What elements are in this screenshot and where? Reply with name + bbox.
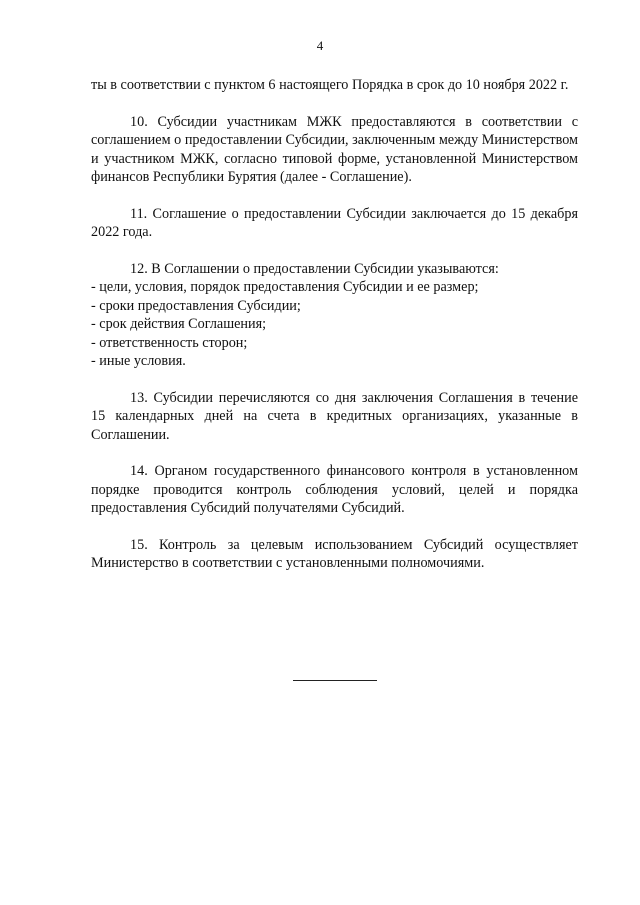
list-item: - иные условия. <box>91 353 186 370</box>
end-of-document-rule <box>293 680 377 681</box>
page-number: 4 <box>316 38 324 53</box>
list-item: - ответственность сторон; <box>91 334 248 351</box>
paragraph-12-list <box>91 278 578 370</box>
paragraph-15: 15. Контроль за целевым использованием Субсидий осуществляет Министерство в соответствии с установленными полномочиями. <box>91 537 578 572</box>
list-item: - срок действия Соглашения; <box>91 316 267 333</box>
paragraph-14: 14. Органом государственного финансового контроля в установленном порядке проводится контроль соблюдения условий, целей и порядка предоставления Субсидий получателями Субсидий. <box>91 463 578 517</box>
paragraph-13: 13. Субсидии перечисляются со дня заключения Соглашения в течение 15 календарных дней на счета в кредитных организациях, указанные в Соглашении. <box>91 389 578 443</box>
paragraph-10: 10. Субсидии участникам МЖК предоставляются в соответствии с соглашением о предоставлении Субсидии, заключенным между Министерством и участником МЖК, согласно типовой форме, установленной Министерством финансов Республики Бурятия (далее - Соглашение). <box>91 113 578 186</box>
paragraph-11: 11. Соглашение о предоставлении Субсидии заключается до 15 декабря 2022 года. <box>91 205 578 241</box>
paragraph-12-intro: 12. В Соглашении о предоставлении Субсидии указываются: <box>130 261 499 278</box>
list-item: - цели, условия, порядок предоставления Субсидии и ее размер; <box>91 279 479 296</box>
document-body <box>91 76 578 591</box>
paragraph-continuation: ты в соответствии с пунктом 6 настоящего Порядка в срок до 10 ноября 2022 г. <box>91 77 569 93</box>
list-item: - сроки предоставления Субсидии; <box>91 297 301 314</box>
